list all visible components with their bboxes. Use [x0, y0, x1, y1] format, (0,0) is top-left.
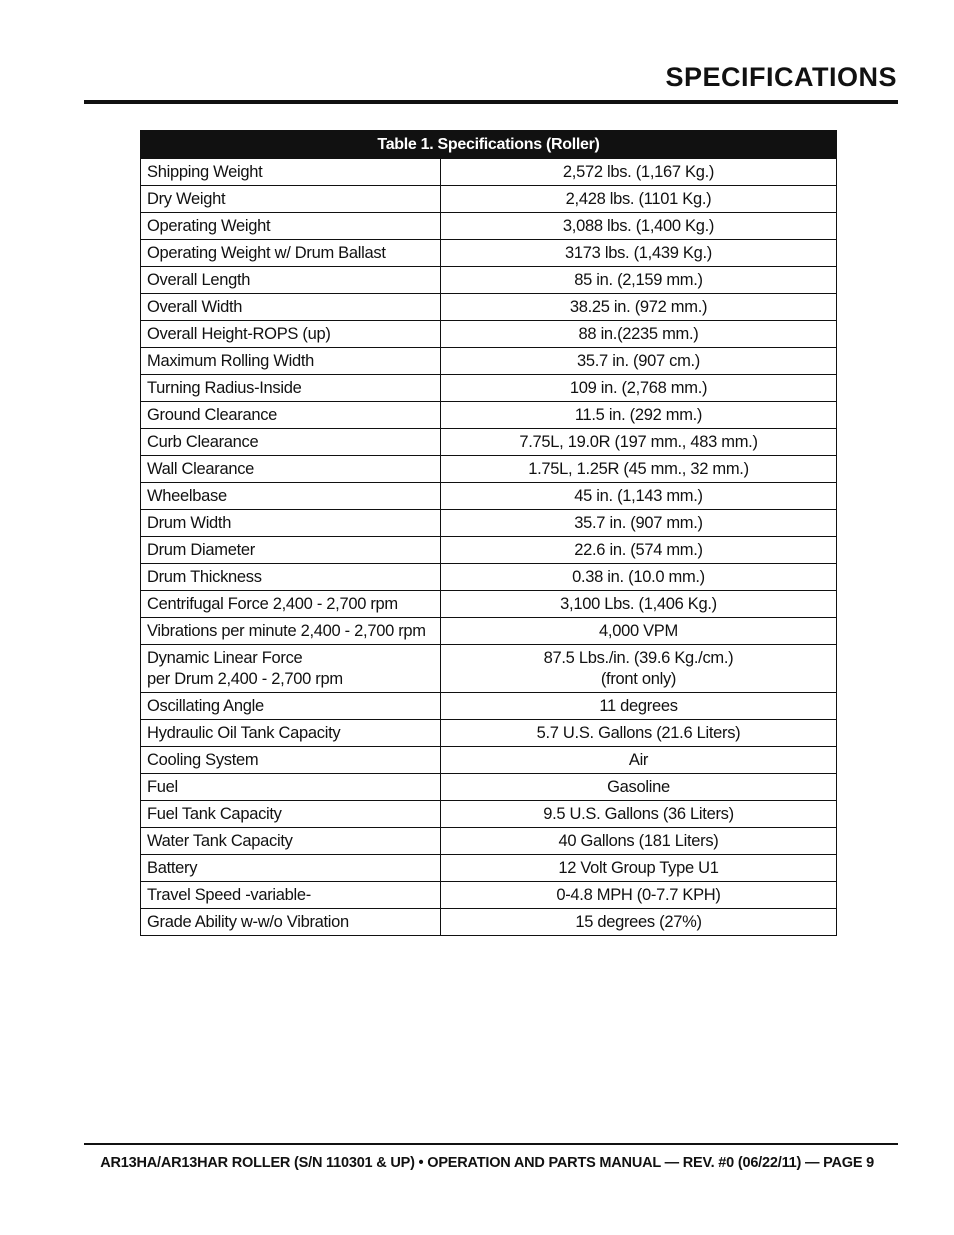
spec-label: Oscillating Angle [141, 693, 441, 720]
table-row [141, 186, 837, 213]
spec-value: 85 in. (2,159 mm.) [441, 267, 837, 294]
table-row [141, 618, 837, 645]
spec-value: 38.25 in. (972 mm.) [441, 294, 837, 321]
spec-label: Operating Weight [141, 213, 441, 240]
spec-label: Hydraulic Oil Tank Capacity [141, 720, 441, 747]
spec-value: 88 in.(2235 mm.) [441, 321, 837, 348]
title-rule [84, 100, 898, 104]
spec-label-line: per Drum 2,400 - 2,700 rpm [147, 669, 343, 688]
spec-value: 2,572 lbs. (1,167 Kg.) [441, 159, 837, 186]
table-row [141, 294, 837, 321]
spec-label: Cooling System [141, 747, 441, 774]
table-row [141, 882, 837, 909]
spec-value: 15 degrees (27%) [441, 909, 837, 936]
spec-value: 3173 lbs. (1,439 Kg.) [441, 240, 837, 267]
spec-label: Water Tank Capacity [141, 828, 441, 855]
table-row [141, 483, 837, 510]
spec-label: Battery [141, 855, 441, 882]
spec-label: Ground Clearance [141, 402, 441, 429]
spec-label: Fuel Tank Capacity [141, 801, 441, 828]
spec-label: Centrifugal Force 2,400 - 2,700 rpm [141, 591, 441, 618]
table-row [141, 240, 837, 267]
table-row [141, 429, 837, 456]
spec-value: 3,088 lbs. (1,400 Kg.) [441, 213, 837, 240]
table-row [141, 645, 837, 693]
spec-label: Overall Width [141, 294, 441, 321]
spec-value: 2,428 lbs. (1101 Kg.) [441, 186, 837, 213]
table-row [141, 267, 837, 294]
spec-value: 12 Volt Group Type U1 [441, 855, 837, 882]
spec-value: Air [441, 747, 837, 774]
spec-label: Grade Ability w-w/o Vibration [141, 909, 441, 936]
table-caption: Table 1. Specifications (Roller) [141, 131, 837, 159]
table-row [141, 402, 837, 429]
table-row [141, 774, 837, 801]
spec-value: 0-4.8 MPH (0-7.7 KPH) [441, 882, 837, 909]
spec-label: Drum Width [141, 510, 441, 537]
table-row [141, 537, 837, 564]
page-title: SPECIFICATIONS [665, 62, 897, 92]
table-row [141, 720, 837, 747]
spec-value: 9.5 U.S. Gallons (36 Liters) [441, 801, 837, 828]
table-row [141, 747, 837, 774]
spec-label-line: Dynamic Linear Force [147, 648, 303, 667]
spec-label: Wall Clearance [141, 456, 441, 483]
spec-label: Operating Weight w/ Drum Ballast [141, 240, 441, 267]
spec-value: Gasoline [441, 774, 837, 801]
table-row [141, 159, 837, 186]
spec-value-line: 87.5 Lbs./in. (39.6 Kg./cm.) [543, 648, 734, 667]
spec-label: Drum Diameter [141, 537, 441, 564]
table-row [141, 375, 837, 402]
spec-value: 11.5 in. (292 mm.) [441, 402, 837, 429]
spec-value: 35.7 in. (907 mm.) [441, 510, 837, 537]
table-row [141, 591, 837, 618]
spec-value: 4,000 VPM [441, 618, 837, 645]
spec-label [141, 645, 441, 693]
spec-value: 45 in. (1,143 mm.) [441, 483, 837, 510]
table-caption-row [141, 131, 837, 159]
spec-value-line: (front only) [600, 669, 677, 688]
spec-label: Overall Length [141, 267, 441, 294]
spec-label: Dry Weight [141, 186, 441, 213]
spec-value: 5.7 U.S. Gallons (21.6 Liters) [441, 720, 837, 747]
spec-label: Fuel [141, 774, 441, 801]
table-row [141, 564, 837, 591]
spec-label: Curb Clearance [141, 429, 441, 456]
table-row [141, 801, 837, 828]
spec-value [441, 645, 837, 693]
spec-label: Maximum Rolling Width [141, 348, 441, 375]
spec-value: 109 in. (2,768 mm.) [441, 375, 837, 402]
spec-value: 35.7 in. (907 cm.) [441, 348, 837, 375]
table-row [141, 909, 837, 936]
spec-label: Overall Height-ROPS (up) [141, 321, 441, 348]
spec-value: 7.75L, 19.0R (197 mm., 483 mm.) [441, 429, 837, 456]
table-row [141, 456, 837, 483]
spec-value: 40 Gallons (181 Liters) [441, 828, 837, 855]
spec-label: Wheelbase [141, 483, 441, 510]
table-row [141, 321, 837, 348]
spec-label: Turning Radius-Inside [141, 375, 441, 402]
spec-label: Drum Thickness [141, 564, 441, 591]
table-row [141, 348, 837, 375]
spec-label: Travel Speed -variable- [141, 882, 441, 909]
table-row [141, 828, 837, 855]
footer-rule [84, 1143, 898, 1145]
spec-value: 0.38 in. (10.0 mm.) [441, 564, 837, 591]
spec-value: 22.6 in. (574 mm.) [441, 537, 837, 564]
specifications-table [140, 130, 837, 936]
spec-value: 3,100 Lbs. (1,406 Kg.) [441, 591, 837, 618]
table-row [141, 693, 837, 720]
spec-label: Shipping Weight [141, 159, 441, 186]
page-footer: AR13HA/AR13HAR ROLLER (S/N 110301 & UP) • OPERATION AND PARTS MANUAL — REV. #0 (06/22/11) — PAGE 9 [100, 1155, 874, 1171]
spec-value: 11 degrees [441, 693, 837, 720]
table-row [141, 855, 837, 882]
spec-value: 1.75L, 1.25R (45 mm., 32 mm.) [441, 456, 837, 483]
table-row [141, 510, 837, 537]
spec-label: Vibrations per minute 2,400 - 2,700 rpm [141, 618, 441, 645]
table-row [141, 213, 837, 240]
